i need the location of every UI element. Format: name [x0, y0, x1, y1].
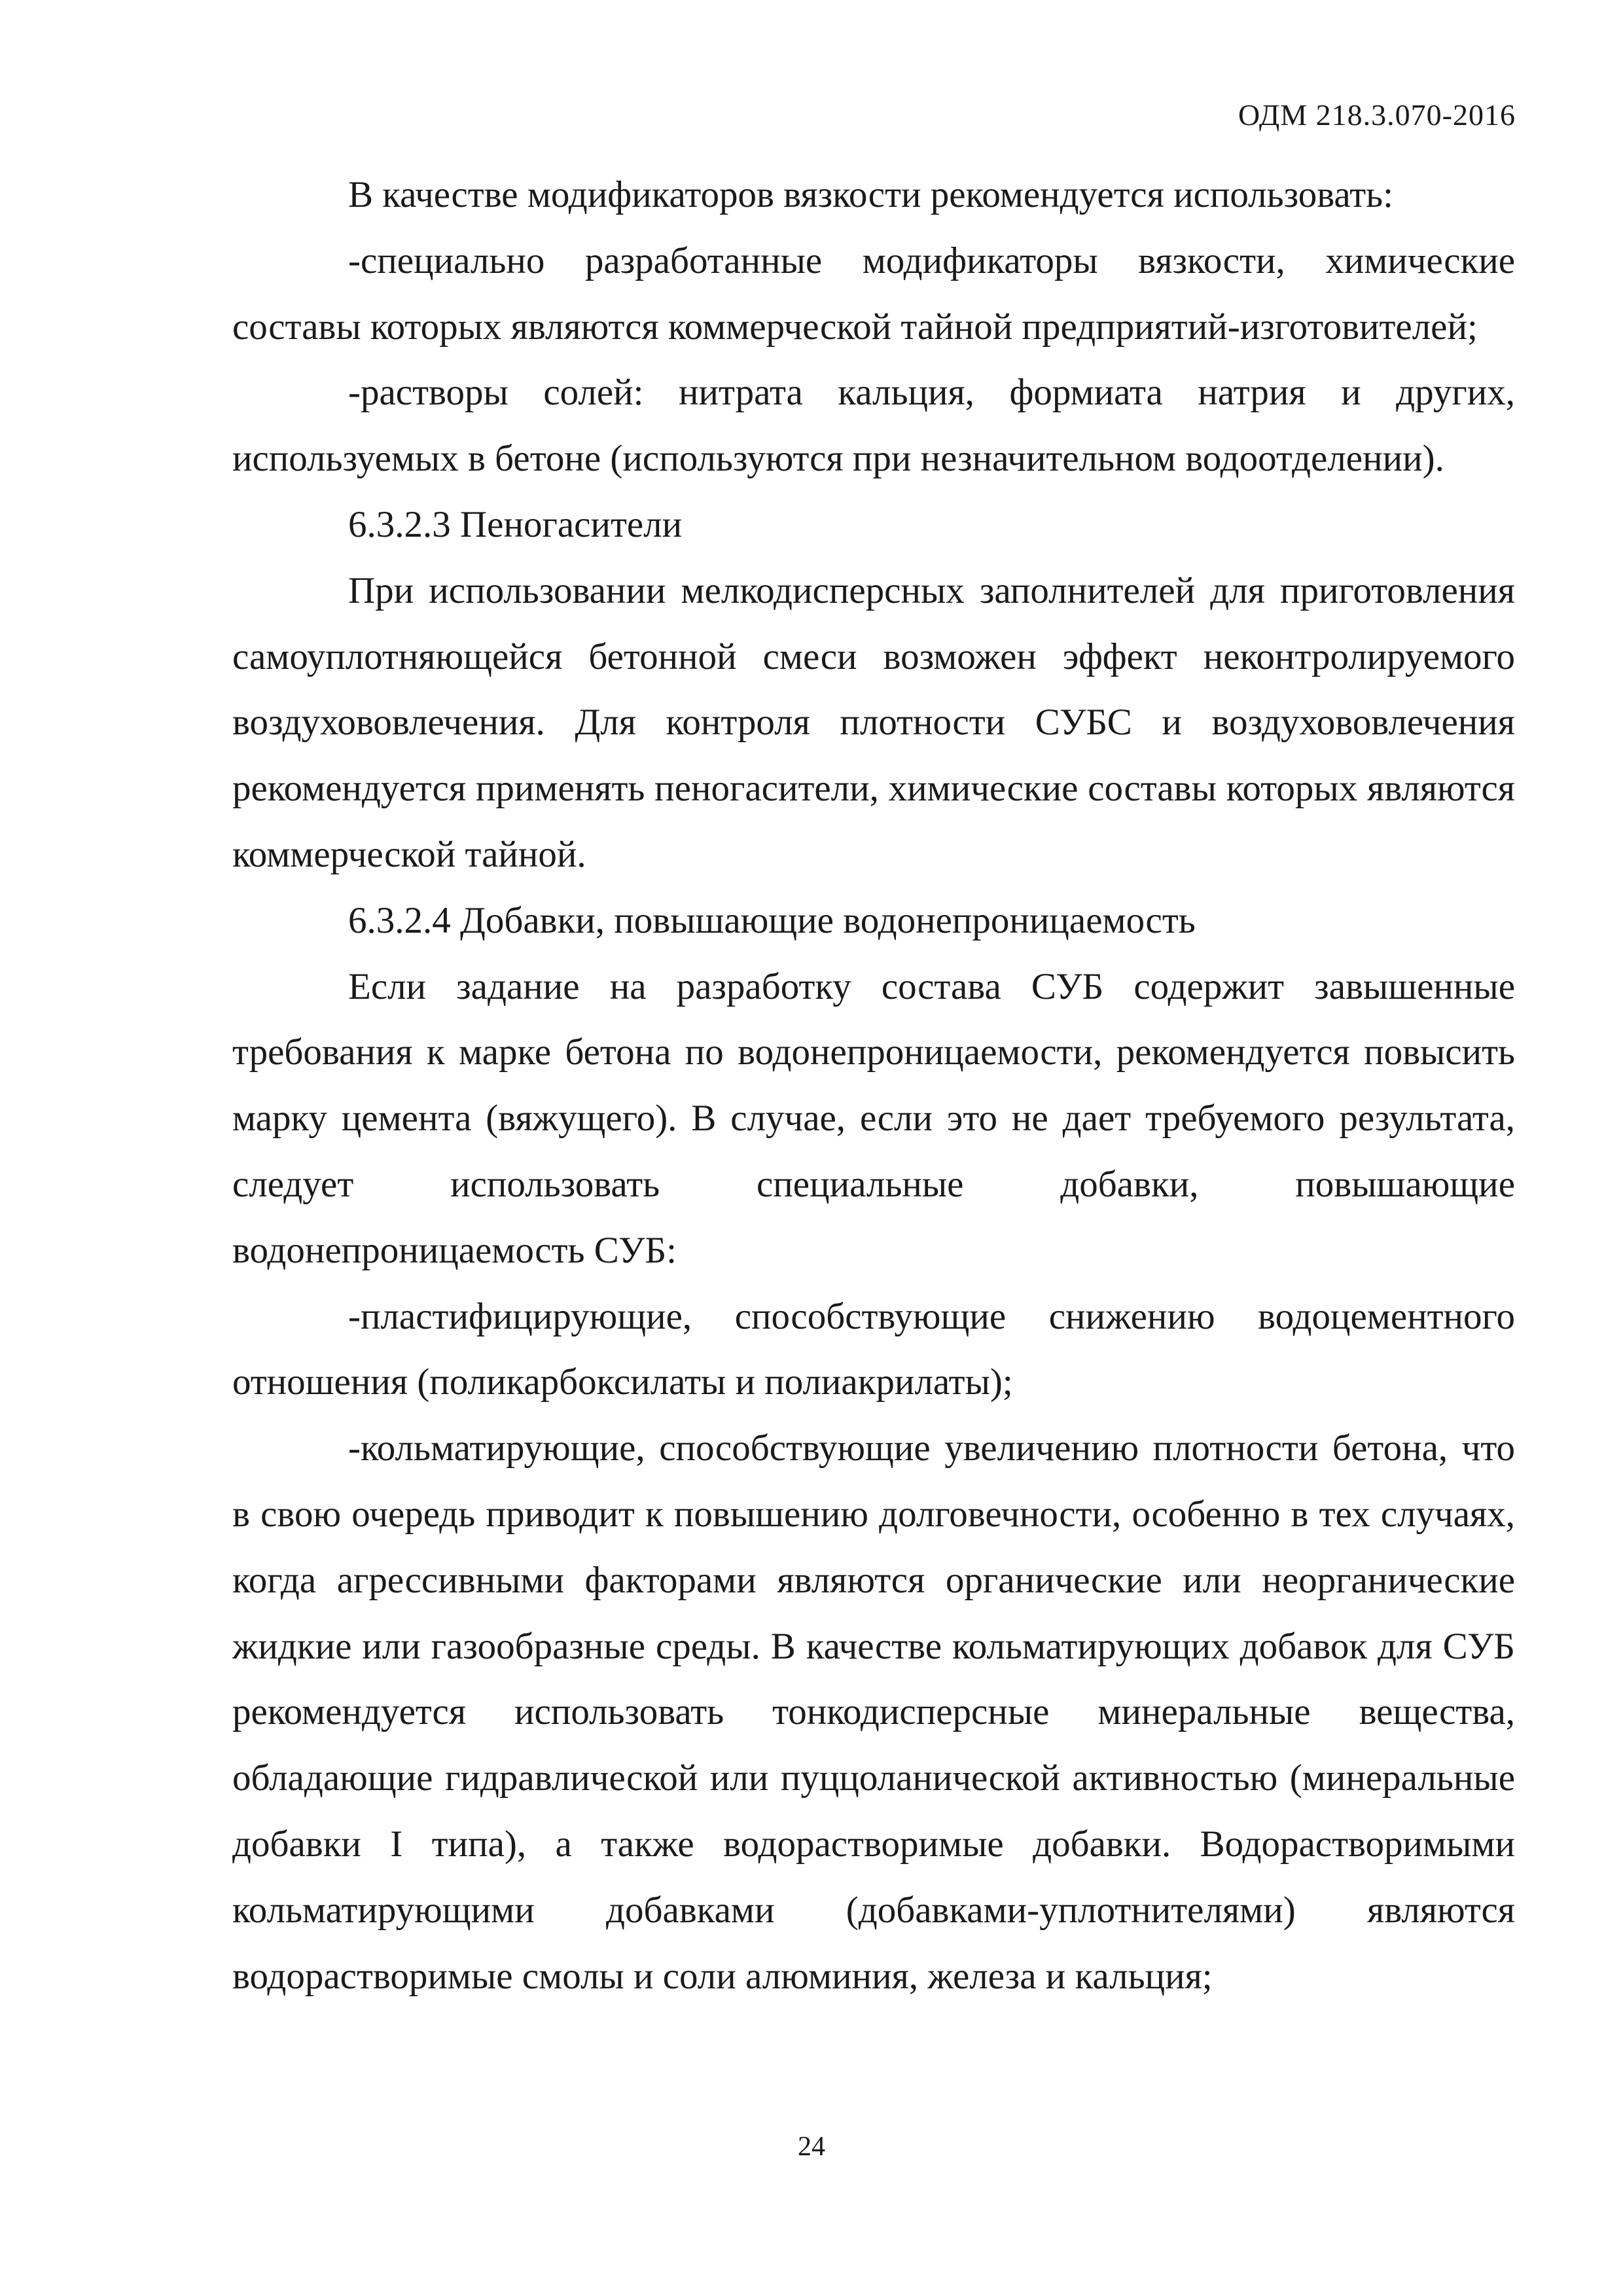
list-item-colmatating: -кольматирующие, способствующие увеличению плотности бетона, что в свою очередь приводит к повышению долговечности, особенно в тех случаях, когда агрессивными факторами являются органические или неорганические жидкие или газообразные среды. В качестве кольматирующих добавок для СУБ рекомендуется использовать тонкодисперсные минеральные вещества, обладающие гидравлической или пуццоланической активностью (минеральные добавки I типа), а также водорастворимые добавки. Водорастворимыми кольматирующими добавками (добавками-уплотнителями) являются водорастворимые смолы и соли алюминия, железа и кальция; — [232, 1427, 1515, 1997]
document-code: ОДМ 218.3.070-2016 — [1238, 98, 1516, 132]
paragraph-viscosity-intro: В качестве модификаторов вязкости рекомендуется использовать: — [348, 174, 1393, 215]
list-item-special-modifiers: -специально разработанные модификаторы вязкости, химические составы которых являются коммерческой тайной предприятий-изготовителей; — [232, 240, 1515, 348]
page-number: 24 — [798, 2132, 825, 2162]
paragraph-defoamers: При использовании мелкодисперсных заполнителей для приготовления самоуплотняющейся бетонной смеси возможен эффект неконтролируемого воздухововлечения. Для контроля плотности СУБС и воздухововлечения рекомендуется применять пеногасители, химические составы которых являются коммерческой тайной. — [232, 569, 1515, 875]
section-heading-waterproofing: 6.3.2.4 Добавки, повышающие водонепроницаемость — [348, 899, 1196, 941]
list-item-salt-solutions: -растворы солей: нитрата кальция, формиата натрия и других, используемых в бетоне (используются при незначительном водоотделении). — [232, 372, 1515, 480]
paragraph-waterproofing: Если задание на разработку состава СУБ содержит завышенные требования к марке бетона по водонепроницаемости, рекомендуется повысить марку цемента (вяжущего). В случае, если это не дает требуемого результата, следует использовать специальные добавки, повышающие водонепроницаемость СУБ: — [232, 965, 1515, 1271]
document-body — [232, 162, 1515, 2009]
list-item-plasticizing: -пластифицирующие, способствующие снижению водоцементного отношения (поликарбоксилаты и полиакрилаты); — [232, 1295, 1515, 1403]
section-heading-defoamers: 6.3.2.3 Пеногасители — [348, 503, 683, 545]
